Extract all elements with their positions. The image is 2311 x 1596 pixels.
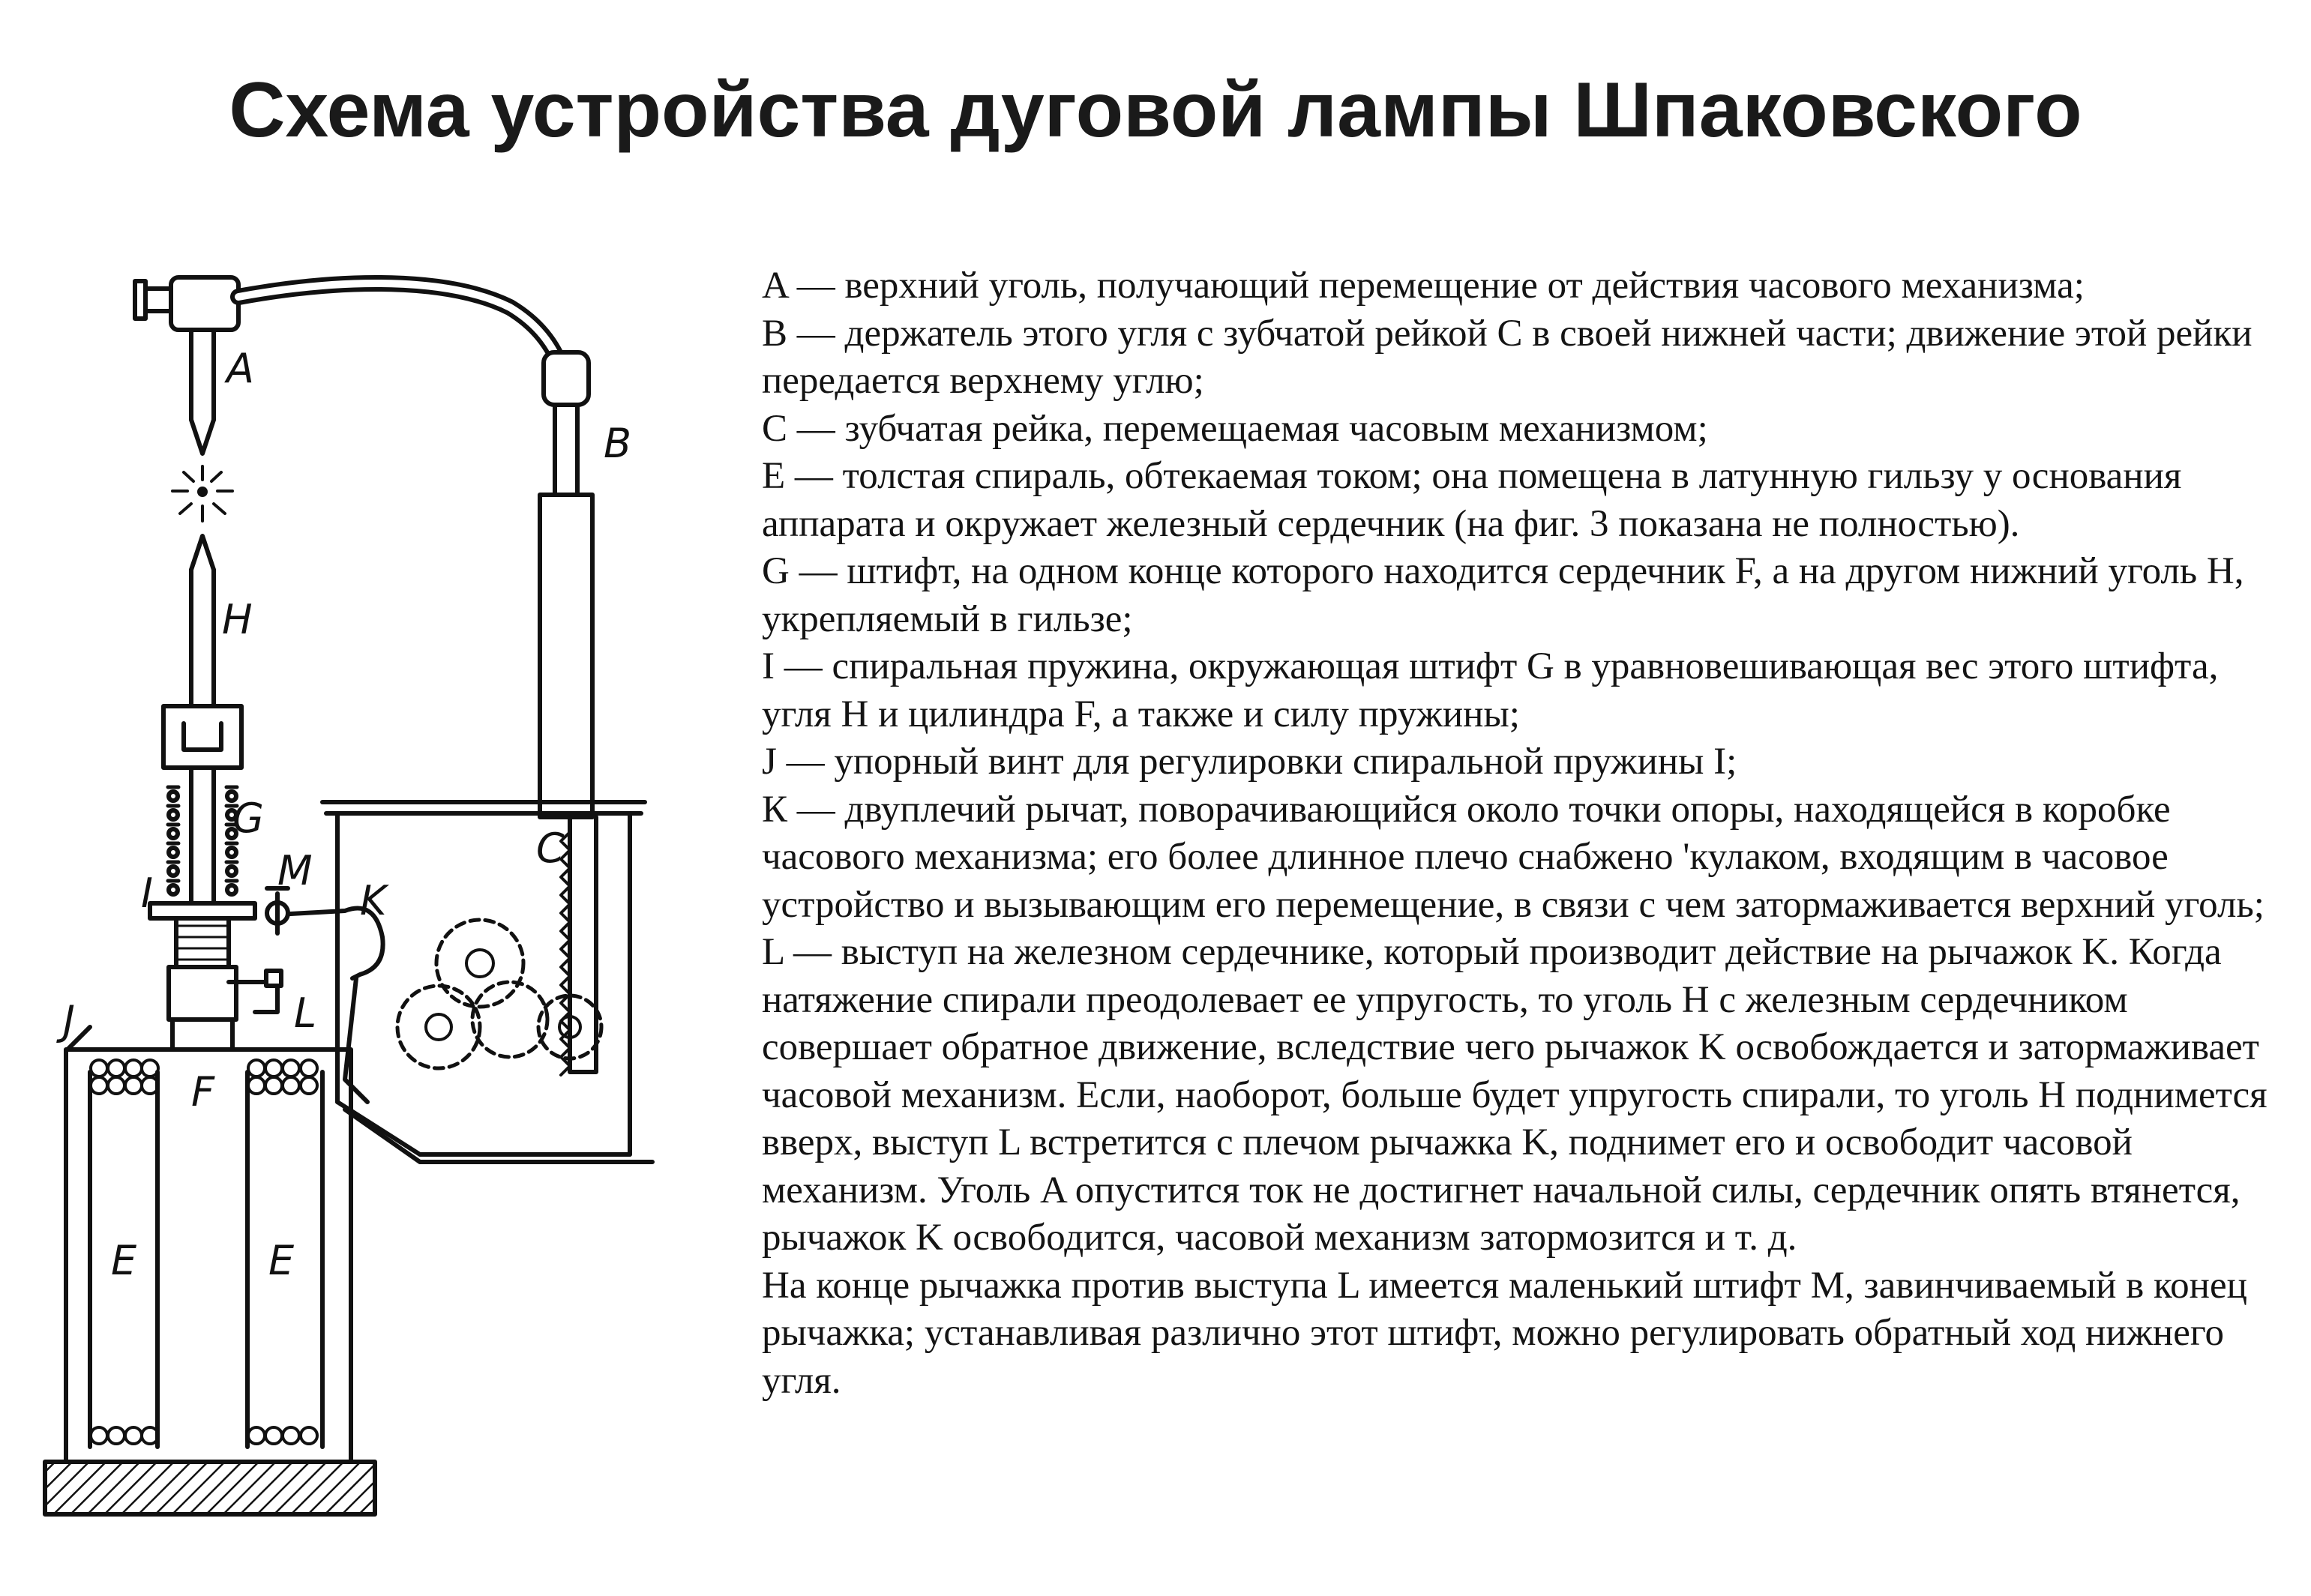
hatched-base xyxy=(45,1462,375,1514)
label-G: G xyxy=(232,795,264,842)
legend-item-G: G — штифт, на одном конце которого находится сердечник F, а на другом нижний уголь H, укрепляемый в гильзе; xyxy=(762,550,2244,640)
carbon-socket xyxy=(163,706,241,768)
clockwork-box xyxy=(322,802,652,1162)
label-C: C xyxy=(536,825,565,872)
label-M: M xyxy=(277,847,313,894)
legend-item-J: J — упорный винт для регулировки спиральной пружины I; xyxy=(762,741,1737,783)
legend-item-I: I — спиральная пружина, окружающая штифт G в уравновешивающая вес этого штифта, угля H и цилиндра F, а также и силу пружины; xyxy=(762,645,2219,735)
label-E-right: E xyxy=(268,1237,295,1284)
label-J: J xyxy=(63,997,75,1044)
legend-item-M: На конце рычажка против выступа L имеется маленький штифт M, завинчиваемый в конец рычажка; устанавливая различно этот штифт, можно регулировать обратный ход нижнего угля. xyxy=(762,1264,2247,1402)
label-A: A xyxy=(226,345,254,392)
lower-carbon-H xyxy=(191,536,214,712)
legend-item-E: E — толстая спираль, обтекаемая током; она помещена в латунную гильзу у основания аппарата и окружает железный сердечник (на фиг. 3 показана не полностью). xyxy=(762,455,2182,545)
legend-text xyxy=(762,262,2292,1405)
legend-item-L: L — выступ на железном сердечнике, который производит действие на рычажок K. Когда натяжение спирали преодолевает ее упругость, то уголь H с железным сердечником совершает обратное движение, вследствие чего рычажок K освобождается и затормаживает часовой механизм. Если, наоборот, больше будет упругость спирали, то уголь H поднимется вверх, выступ L встретится с плечом рычажка K, поднимет его и освободит часовой механизм. Уголь A опустится ток не достигнет начальной силы, сердечник опять втянется, рычажок K освободится, часовой механизм затормозится и т. д. xyxy=(762,931,2268,1259)
legend-item-B: B — держатель этого угля с зубчатой рейкой C в своей нижней части; движение этой рейки передается верхнему углю; xyxy=(762,312,2253,402)
upper-carbon-A xyxy=(191,330,214,454)
label-B: B xyxy=(604,420,632,467)
spring-I-and-pin-G xyxy=(150,768,255,918)
label-I: I xyxy=(141,870,153,917)
legend-item-A: A — верхний уголь, получающий перемещение от действия часового механизма; xyxy=(762,265,2085,307)
holder-B xyxy=(540,352,592,817)
label-F: F xyxy=(191,1068,215,1115)
label-K: K xyxy=(360,877,387,924)
legend-item-C: C — зубчатая рейка, перемещаемая часовым механизмом; xyxy=(762,407,1708,450)
label-E-left: E xyxy=(111,1237,137,1284)
upper-carbon-holder xyxy=(135,277,562,371)
label-L: L xyxy=(294,990,317,1037)
page-title: Схема устройства дуговой лампы Шпаковского xyxy=(229,67,2082,154)
legend-item-K: К — двуплечий рычат, поворачивающийся около точки опоры, находящейся в коробке часового механизма; его более длинное плечо снабжено 'кулаком, входящим в часовое устройство и вызывающим его перемещение, в связи с чем затормаживается верхний уголь; xyxy=(762,788,2265,926)
arc-lamp-diagram xyxy=(30,247,705,1567)
arc-sparks-icon xyxy=(172,466,232,521)
label-H: H xyxy=(222,596,253,643)
